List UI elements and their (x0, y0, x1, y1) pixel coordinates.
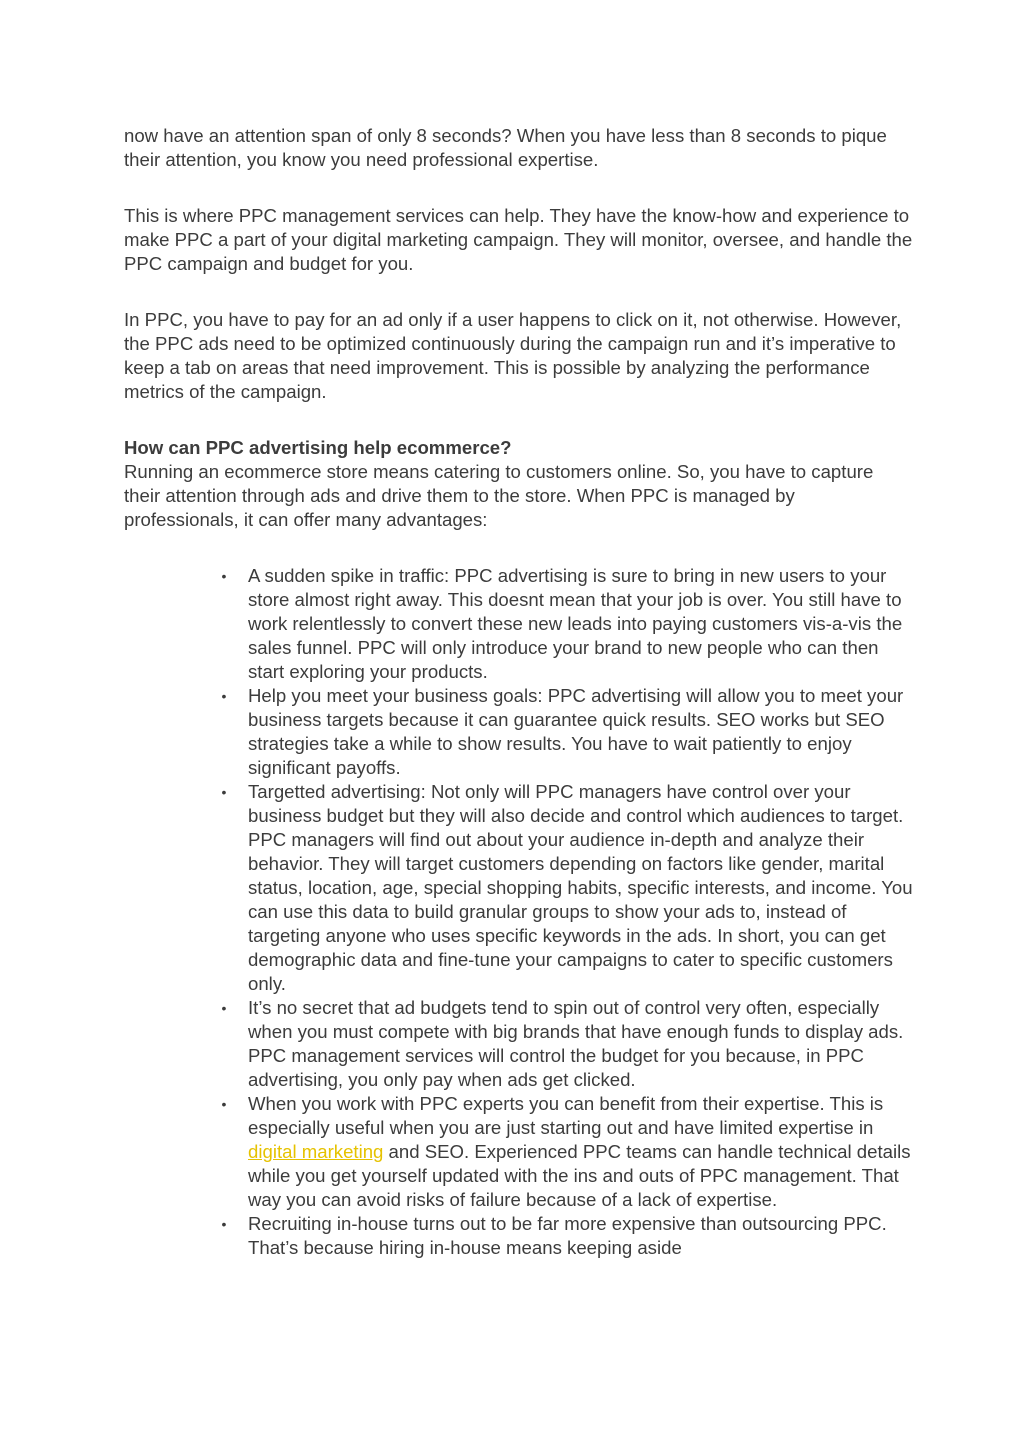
list-item-traffic-spike (218, 564, 918, 684)
list-item-text: Recruiting in-house turns out to be far more expensive than outsourcing PPC. That’s because hiring in-house means keeping aside (248, 1213, 887, 1258)
list-item-text: It’s no secret that ad budgets tend to spin out of control very often, especially when you must compete with big brands that have enough funds to display ads. PPC management services will control the budget for you because, in PPC advertising, you only pay when ads get clicked. (248, 997, 904, 1090)
list-item-text: Targetted advertising: Not only will PPC managers have control over your business budget but they will also decide and control which audiences to target. PPC managers will find out about your audience in-depth and analyze their behavior. They will target customers depending on factors like gender, marital status, location, age, special shopping habits, specific interests, and income. You can use this data to build granular groups to show your ads to, instead of targeting anyone who uses specific keywords in the ads. In short, you can get demographic data and fine-tune your campaigns to cater to specific customers only. (248, 781, 913, 994)
list-item-ppc-experts (218, 1092, 918, 1212)
paragraph-ppc-management-services: This is where PPC management services can help. They have the know-how and experience to make PPC a part of your digital marketing campaign. They will monitor, oversee, and handle the PPC campaign and budget for you. (124, 205, 913, 274)
paragraph-attention-span: now have an attention span of only 8 seconds? When you have less than 8 seconds to pique their attention, you know you need professional expertise. (124, 125, 887, 170)
list-item-text (248, 1093, 911, 1210)
advantages-list (218, 564, 918, 1260)
paragraph-pay-per-click: In PPC, you have to pay for an ad only if a user happens to click on it, not otherwise. However, the PPC ads need to be optimized continuously during the campaign run and it’s imperative to keep a tab on areas that need improvement. This is possible by analyzing the performance metrics of the campaign. (124, 309, 902, 402)
bullet-icon: • (221, 568, 227, 584)
bullet-icon: • (221, 1096, 227, 1112)
ecommerce-section (124, 436, 914, 532)
section-heading: How can PPC advertising help ecommerce? (124, 437, 512, 458)
digital-marketing-link[interactable]: digital marketing (248, 1141, 384, 1162)
bullet-icon: • (221, 688, 227, 704)
list-item-text-before-link: When you work with PPC experts you can benefit from their expertise. This is especially useful when you are just starting out and have limited expertise in (248, 1093, 884, 1138)
list-item-text-after-link: and SEO. Experienced PPC teams can handle technical details while you get yourself updated with the ins and outs of PPC management. That way you can avoid risks of failure because of a lack of expertise. (248, 1141, 911, 1210)
list-item-text: Help you meet your business goals: PPC advertising will allow you to meet your business targets because it can guarantee quick results. SEO works but SEO strategies take a while to show results. You have to wait patiently to enjoy significant payoffs. (248, 685, 904, 778)
section-intro: Running an ecommerce store means catering to customers online. So, you have to capture their attention through ads and drive them to the store. When PPC is managed by professionals, it can offer many advantages: (124, 461, 874, 530)
list-item-business-goals (218, 684, 918, 780)
list-item-text: A sudden spike in traffic: PPC advertising is sure to bring in new users to your store almost right away. This doesnt mean that your job is over. You still have to work relentlessly to convert these new leads into paying customers vis-a-vis the sales funnel. PPC will only introduce your brand to new people who can then start exploring your products. (248, 565, 903, 682)
list-item-targeted-advertising (218, 780, 918, 996)
list-item-ad-budgets (218, 996, 918, 1092)
list-item-recruiting-in-house (218, 1212, 918, 1260)
bullet-icon: • (221, 784, 227, 800)
bullet-icon: • (221, 1216, 227, 1232)
bullet-icon: • (221, 1000, 227, 1016)
